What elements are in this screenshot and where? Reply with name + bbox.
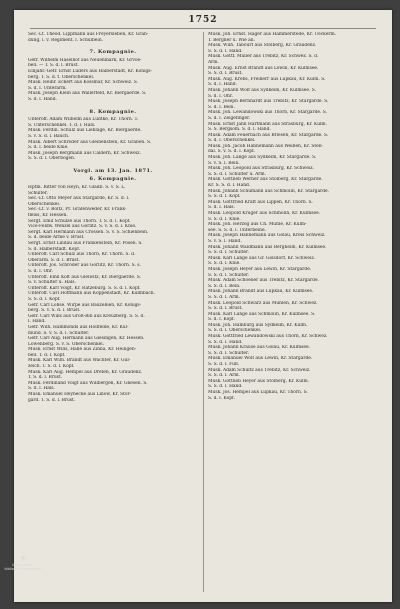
casualty-entry-line: S. d. l. Ohr. [28, 268, 53, 274]
casualty-entry-line: gard. T. S. d. l. Brust. [28, 397, 76, 403]
section-heading: Vorgl. am 13. Jan. 1871. [73, 167, 153, 174]
casualty-entry-line: S. S. d. l. Kopf. [28, 296, 61, 302]
casualty-entry-line: S. S. d. l. Arm. [208, 373, 240, 379]
casualty-entry-line: S. v. S. l. Bein. [208, 160, 240, 166]
casualty-entry-line: S. S. d. l. Fuß. [208, 362, 240, 368]
casualty-entry-line: Musk. Johann Schumann aus Schmolin, Kr. Stargarde. [208, 188, 330, 194]
casualty-entry-line: Gefr. Wilhelm Haselhof aus Neuenmark, Kr. Grvoe- [28, 57, 142, 63]
right-column [208, 32, 378, 401]
left-column [28, 32, 198, 403]
page-number: 1752 [188, 15, 218, 25]
casualty-entry-line: S. S. d. l. Hand. [208, 339, 243, 345]
casualty-entry-line: S. S. d. l. Schulter. [208, 272, 249, 278]
casualty-entry-line: Unteroff. Carl Hoffmann aus Koppenstadt, Kr. Kulmbach. [28, 291, 156, 297]
casualty-entry-line: Musk. Gottf. Müller aus Trebitz, Kr. Schwez. S. d. [208, 54, 319, 60]
casualty-entry-line: S. d. l. Hand. [208, 82, 237, 88]
casualty-entry-line: S. S. d. l. Schulter. [208, 250, 249, 256]
casualty-entry-line: Musk. Adam Schultz aus Trebitz, Kr. Schweiz. [208, 367, 311, 373]
casualty-entry-line: Musk. Gottfried Lewandowski aus Thorn, Kr. Schwez. [208, 334, 328, 340]
casualty-entry-line: Musk. Joh. Lange aus Sydkeim, Kr. Stargarde. S. [208, 155, 317, 161]
casualty-entry-line: berg. T. S. d. t. Oberschenkel. [28, 74, 95, 80]
casualty-entry-line: Musk. Karl Lange aus Schmolin, Kr. Kulmsee. S. [208, 311, 316, 317]
casualty-entry-line: S. v. Schulter u. Hals. [28, 280, 76, 286]
casualty-entry-line: Lowenberg. S. v. S. Oberschenkel. [28, 341, 105, 347]
casualty-entry-line: S. S. Bergsom. S. d. l. Hand. [208, 127, 271, 133]
casualty-entry-line: S. d. l. Ohr. [208, 93, 233, 99]
casualty-entry-line: dung, l. v. Regiment. l. Schulbein. [28, 37, 104, 43]
casualty-entry-line: Musk. Aug. Krebs, Freiherr aus Lupkau, Kr. Kulm. S. [208, 76, 326, 82]
casualty-entry-line: S. d. Halberstadt. Kopf. [28, 246, 81, 252]
casualty-entry-line: Musk. Johann Brandt aus Lupkau, Kr. Kulmsee. [208, 289, 314, 295]
casualty-entry-line: dal. S. v. S. d. l. Kopf. [208, 149, 255, 155]
header-rule [30, 28, 376, 29]
casualty-entry-line: berg. S. v. S. d. l. Brust. [28, 308, 81, 314]
casualty-entry-line: S. S. d. l. Kopf. [208, 194, 241, 200]
casualty-entry-line: see. S. S. d. l. Unterbeine. [208, 227, 266, 233]
casualty-entry-line: Musk. Joseph Klein aus Wallerfeld, Kr. Biergaerde. S. [28, 91, 147, 97]
casualty-entry-line: S. S. d. l. Arm. [208, 294, 240, 300]
casualty-entry-line: Musk. Joh. Herzog aus Ch. Mühle, Kr. Kulm- [208, 222, 307, 228]
casualty-entry-line: Musk. Gottlieb Werner aus Stolberg, Kr. Stargarde. [208, 177, 323, 183]
casualty-entry-line: Musk. Ernst Wills, Halle aus Zinna, Kr. Heiligen- [28, 347, 137, 353]
casualty-entry-line: S. S. d. l. Schulter. [208, 350, 249, 356]
casualty-entry-line: Oberarm. S. d. l. Brust. [28, 257, 80, 263]
casualty-entry-line: S. d. l. Zeigefinger. [208, 115, 251, 121]
casualty-entry-line: Einjähr.-Gefr. Ernst Lüders aus Halberstadt, Kr. Königs- [28, 68, 153, 74]
section-gap [28, 43, 198, 47]
casualty-entry-line: S. S. d. l. Knie. [208, 216, 241, 222]
casualty-entry-line: Unteroff. Jos. Schröder aus Görlitz, Kr. Thorn. S. s. [28, 263, 141, 269]
casualty-entry-line: S. d. l. Oberschenkel. [208, 138, 256, 144]
casualty-entry-line: T. S. d. l. Brust. [28, 375, 63, 381]
section-gap [28, 103, 198, 107]
watermark-line-1: Universitäts- [11, 563, 35, 567]
casualty-entry-line: Kr. S. S. d. l. Hand. [208, 183, 251, 189]
casualty-entry-line: S. d. l. Hand. [28, 96, 57, 102]
casualty-entry-line: S. S. d. l. Oberschenkel. [208, 328, 262, 334]
casualty-entry-line: bell. T. d. l. Kopf. [28, 352, 66, 358]
casualty-entry-line: S. d. l. Hals. [208, 205, 235, 211]
casualty-entry-line: S. S. d. l. Knie. [208, 261, 241, 267]
casualty-entry-line: Gefr. Carl Lohse. Wirpe aus Bauzebien, Kr. Königs- [28, 302, 142, 308]
library-watermark [2, 555, 44, 571]
casualty-entry-line: Sec.-Lt. Theod. Lippmann aus Freyersleben, Kr. Gran- [28, 32, 149, 37]
casualty-entry-line: S. d. beide Arme v. Brust. [28, 235, 85, 241]
section-heading: 7. Kompagnie. [89, 49, 137, 56]
casualty-entry-line: bell. — T. S. d. l. Brust. [28, 63, 79, 69]
casualty-entry-line: Sergt. Emil Schulze aus Thorn. T. S. d. l. Kopf. [28, 218, 131, 224]
casualty-entry-line: Musk. Emanuel Heynecke aus Linow, Kr. Stor- [28, 392, 132, 398]
casualty-entry-line: Musk. Joseph Heyer aus Lewin, Kr. Stargarde. [208, 266, 312, 272]
casualty-entry-line: Unteroff. Adam Wilhelm aus Lüdtke, Kr. Thorn. T. [28, 117, 139, 123]
casualty-entry-line: Musk. Ferdin. Schulz aus Lieblage, Kr. Biergaerde. [28, 128, 142, 134]
casualty-entry-line: Musk. Karl Aug. Hempel aus Dreten, Kr. Graudenz. [28, 369, 143, 375]
casualty-entry-line: Vice-Feldw. Wenzel aus Görlitz. S. v. S. d. l. Knie. [28, 224, 137, 230]
casualty-entry-line: Musk. Wilh. Tabourt aus Stolberg, Kr. Graudenz. [208, 43, 317, 49]
casualty-entry-line: Musk. Joh. Lewandowski aus Thorn, Kr. Stargarde. S. [208, 110, 328, 116]
casualty-entry-line: Musk. Leopold Krüger aus Schmolin, Kr. Kulmsee. [208, 211, 321, 216]
casualty-entry-line: Musk. Gottlieb Heyer aus Stolberg, Kr. Kulm. [208, 378, 310, 384]
casualty-entry-line: S. S. d. l. Brust. [208, 306, 243, 312]
casualty-entry-line: fleiss, Kr. Hessen. [28, 213, 68, 219]
casualty-entry-line: S. S. d. l. Hand. [208, 384, 243, 390]
casualty-entry-line: T. Bergner u. Wie an. [208, 37, 256, 43]
document-page [11, 10, 392, 602]
casualty-entry-line: Gefr. Carl Wills aus Groß-Bin aus Kreuzberg. S. S. d. [28, 313, 145, 319]
casualty-entry-line: S. S. d. l. Brust. [208, 71, 243, 77]
casualty-entry-line: S. d. l. Kopf. [208, 317, 235, 323]
casualty-entry-line: S. v. S. d. l. Bauch. [28, 133, 70, 139]
casualty-entry-line: S. v. S. l. Hand. [208, 238, 242, 244]
column-divider [203, 32, 204, 592]
casualty-entry-line: Sergt. Karl Hermann aus Crossen. S. v. S. Schienbein. [28, 229, 149, 235]
section-heading: 8. Kompagnie. [89, 108, 137, 115]
casualty-entry-line: Musk. Ferdinand Voigt aus Willbergen, Kr. Gnesen. S. [28, 380, 148, 386]
casualty-entry-line: Gefr. Carl Aug. Hermann aus Giesingen, Kr. Hessen. [28, 336, 145, 342]
casualty-entry-line: Musk. Johann Waldmann aus Bergheim, Kr. Kulmsee. [208, 244, 327, 250]
casualty-entry-line: mund. S. v. S. d. l. Schulter. [28, 330, 90, 336]
library-seal-icon: ⚜ [19, 554, 27, 563]
casualty-entry-line: Musk. Johann Krause aus Golau, Kr. Kulmsee. [208, 345, 310, 351]
casualty-entry-line: S. S. d. l. Bein. [208, 283, 241, 289]
casualty-entry-line: Unteroff. Karl Voigt, Kr. Ratzeburg. S. S. d. l. Kopf. [28, 285, 141, 291]
casualty-entry-line: Gefr. Wilh. Hammonds aus Hollfelde, Kr. Kul- [28, 324, 129, 330]
casualty-entry-line: S. S. d. l. Schulter u. Arm. [208, 171, 266, 177]
casualty-entry-line: Musk. Joseph Bernhardt aus Trebitz, Kr. Stargarde. S. [208, 99, 329, 105]
casualty-entry-line: S. d. l. Bein. [208, 104, 235, 110]
casualty-entry-line: Musk. Leopold Schwarz aus Mühlen, Kr. Schwez. [208, 300, 318, 306]
casualty-entry-line: Sergt. Ernst Lindau aus Frankenstein, Kr. Posen. S. [28, 241, 143, 246]
casualty-entry-line: S. d. l. Hals. [28, 386, 55, 392]
casualty-entry-line: Sec.-Lt. v. Boltz, Pr. Grafenweder, Kr. Frank- [28, 207, 127, 213]
casualty-entry-line: S. d. l. Kopf. [208, 395, 235, 401]
casualty-entry-line: Musk. Joh. Jacob Hannemann aus Weißen, Kr. Sten- [208, 143, 324, 149]
casualty-entry-line: Schulter. [28, 190, 48, 196]
casualty-entry-line: zeich. T. S. d. l. Kopf. [28, 364, 75, 370]
casualty-entry-line: Musk. Karl Wilh. Brandt aus Wächter, Kr. Gul- [28, 358, 131, 364]
casualty-entry-line: Hptm. Ritter von Heyn, Kr. Gladb. S. v. S. L. [28, 185, 126, 191]
casualty-entry-line: Musk. Johann Wolf aus Sydkeim, Kr. Kulmsee. S. [208, 87, 316, 93]
casualty-entry-line: Musk. Joh. Ernst. Hager aus Hammerstede, Kr. Ueckerm. [208, 32, 337, 37]
casualty-entry-line: Musk. Aug. Ernst Brandt aus Lewin, Kr. Kulmsee. [208, 65, 319, 71]
casualty-entry-line: Oberschenkel. [28, 201, 61, 207]
casualty-entry-line: S. d. l. beide Knie. [28, 145, 69, 151]
casualty-entry-line: Musk. Adam Schoener aus Trebitz, Kr. Stargarde. [208, 278, 319, 284]
casualty-entry-line: Musk. Ernst Jahn Hartmann aus Strasburg, Kr. Kulm. [208, 121, 327, 127]
casualty-entry-line: Musk. Adam Feuerbach aus Briesen, Kr. Stargarde. S. [208, 132, 329, 138]
casualty-entry-line: Musk. Jos. Hempel aus Lupkau, Kr. Thorn. S. [208, 390, 308, 395]
watermark-line-2: bibliothek Düsseldorf [4, 567, 42, 571]
casualty-entry-line: Musk. Gottfried Kraft aus Lippen, Kr. Thorn. S. [208, 199, 313, 205]
casualty-entry-line: S. d. l. Unterarm. [28, 85, 67, 91]
casualty-entry-line: S. S. d. l. Hand. [208, 48, 243, 54]
casualty-entry-line: Unteroff. Emil Kolt aus Gleiwitz, Kr. Biergaerde. S. [28, 274, 141, 280]
casualty-entry-line: Musk. Emanuel Wolf aus Lewin, Kr. Stargarde. [208, 356, 313, 362]
casualty-entry-line: Musk. Albert Schröder aus Gleinenstein, Kr. Graben. S. [28, 139, 152, 145]
casualty-entry-line: Musk. Joseph Hannemann aus Golau, Kreis Schweiz. [208, 233, 326, 239]
casualty-entry-line: Unteroff. Carl Schulz aus Thorn, Kr. Thorn. S. d. [28, 252, 136, 258]
section-gap [28, 162, 198, 166]
casualty-entry-line: Musk. Heinr. Eckert aus Kossmar, Kr. Schweiz. S. [28, 80, 138, 86]
casualty-entry-line: Musk. Joh. Hamburg aus Sydkeim, Kr. Kulm. [208, 322, 308, 328]
casualty-entry-line: Musk. Joh. Leopold aus Strasburg, Kr. Schweiz. [208, 166, 314, 172]
casualty-entry-line: S. Unterschenkel. T. d. l. Hals. [28, 122, 96, 128]
casualty-entry-line: Arm. [208, 59, 219, 65]
casualty-entry-line: l. Hand. [28, 319, 46, 325]
section-heading: 6. Kompagnie. [89, 176, 137, 183]
casualty-entry-line: S. S. d. l. Oberbogen. [28, 156, 76, 162]
casualty-entry-line: Sec.-Lt. Otto Meyer aus Stargarde, Kr. S. d. l. [28, 196, 130, 202]
casualty-entry-line: Musk. Karl Lange aus Gr. Gölsdorf, Kr. Schweiz. [208, 255, 316, 261]
casualty-entry-line: Musk. Joseph Bergmann aus Caldern, Kr. Schweiz. [28, 150, 141, 156]
